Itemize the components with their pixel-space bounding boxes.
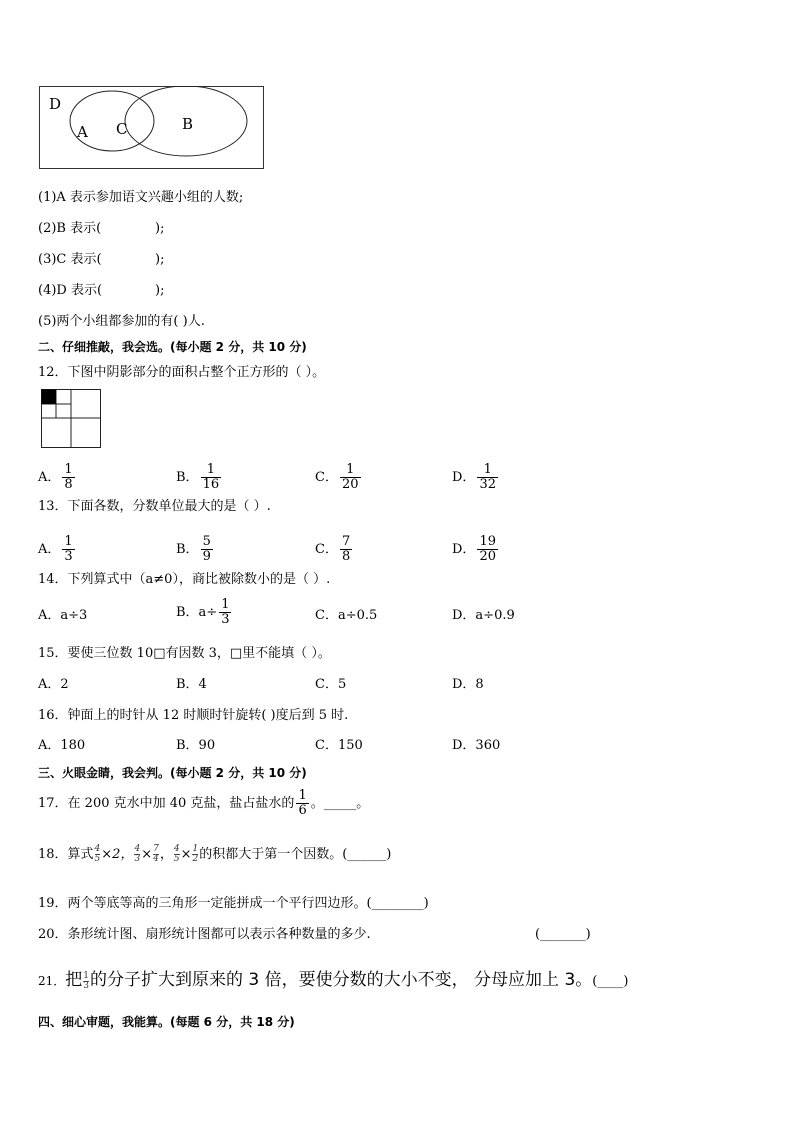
q14-option-c[interactable]: C．a÷0.5 <box>315 608 378 623</box>
q15-option-c[interactable]: C．5 <box>315 677 347 692</box>
q16-option-a[interactable]: A．180 <box>38 738 86 753</box>
q21-line <box>38 968 628 994</box>
venn-label-c: C <box>116 120 128 138</box>
venn-circle-a <box>70 91 154 151</box>
q18-fraction-2-num: 4 <box>134 844 141 854</box>
q13-option-d-den: 20 <box>479 549 496 564</box>
q18-op-2: × <box>141 847 153 862</box>
q12-option-b-label: B． <box>176 470 199 485</box>
venn-diagram-svg <box>39 86 265 171</box>
q21-text-start: 把 <box>65 970 83 990</box>
q12-option-b-fraction <box>201 463 222 492</box>
q13-option-b-den: 9 <box>202 549 211 564</box>
q18-fraction-1-num: 4 <box>94 844 101 854</box>
venn-label-a: A <box>77 123 88 141</box>
q11-part-3-close: ); <box>155 252 165 267</box>
q14-option-b-fraction <box>219 598 231 627</box>
q13-option-a[interactable] <box>38 535 77 564</box>
q18-text-start: 18．算式 <box>38 847 94 862</box>
q17-num: 1 <box>298 788 307 803</box>
q18-fraction-5-num: 1 <box>192 844 199 854</box>
q18-fraction-3-num: 7 <box>153 844 159 854</box>
q18-fraction-2 <box>134 845 140 864</box>
q12-text: 12．下图中阴影部分的面积占整个正方形的（ ）。 <box>38 365 326 380</box>
q12-option-d-num: 1 <box>483 462 492 477</box>
q12-option-d-den: 32 <box>479 477 496 492</box>
q17-fraction <box>296 789 308 818</box>
q18-separator: ， <box>159 847 173 862</box>
q19-text[interactable]: 19．两个等底等高的三角形一定能拼成一个平行四边形。(________) <box>38 896 429 911</box>
q13-option-b-label: B． <box>176 542 199 557</box>
q18-fraction-4 <box>174 845 180 864</box>
q13-option-c-label: C． <box>315 542 338 557</box>
q18-op-4: × <box>180 847 192 862</box>
q12-option-a-fraction <box>62 463 74 492</box>
q13-option-b-num: 5 <box>202 534 211 549</box>
q11-part-4-close: ); <box>155 283 165 298</box>
q11-part-3: (3)C 表示( <box>38 252 102 267</box>
q16-option-b[interactable]: B．90 <box>176 738 216 753</box>
q17-line <box>38 786 369 822</box>
q20-text: 20．条形统计图、扇形统计图都可以表示各种数量的多少. <box>38 927 371 942</box>
q12-option-d-fraction <box>477 463 498 492</box>
venn-label-d: D <box>49 95 62 113</box>
q12-option-a[interactable] <box>38 463 77 492</box>
q18-fraction-3 <box>153 845 159 864</box>
q13-option-d-label: D． <box>452 542 476 557</box>
q21-answer-blank[interactable]: (____) <box>592 974 629 989</box>
q14-option-b-num: 1 <box>221 597 230 612</box>
q13-option-c-fraction <box>340 535 352 564</box>
q21-fraction-num: 1 <box>83 971 90 981</box>
q13-option-b[interactable] <box>176 535 215 564</box>
q12-option-a-num: 1 <box>64 462 73 477</box>
q16-text: 16．钟面上的时针从 12 时顺时针旋转( )度后到 5 时. <box>38 708 349 723</box>
q21-text-end: 的分子扩大到原来的 3 倍，要使分数的大小不变， 分母应加上 3。 <box>90 970 593 990</box>
q13-text: 13．下面各数，分数单位最大的是（ ）. <box>38 499 271 514</box>
venn-frame <box>40 87 264 169</box>
q14-option-a[interactable]: A．a÷3 <box>38 608 88 623</box>
q13-option-d[interactable] <box>452 535 500 564</box>
venn-diagram <box>39 86 263 169</box>
q18-text-end[interactable]: 的积都大于第一个因数。(______) <box>199 847 392 862</box>
q18-op-1: ×2， <box>101 847 134 862</box>
q12-option-c-label: C． <box>315 470 338 485</box>
q11-part-2: (2)B 表示( <box>38 221 102 236</box>
q21-number: 21． <box>38 974 66 988</box>
q12-shaded-cell <box>42 390 57 405</box>
q12-option-c-fraction <box>340 463 361 492</box>
section-2-heading: 二、仔细推敲，我会选。(每小题 2 分，共 10 分) <box>38 340 307 354</box>
q18-fraction-5 <box>192 845 198 864</box>
q18-fraction-4-num: 4 <box>173 844 180 854</box>
q11-part-4: (4)D 表示( <box>38 283 103 298</box>
section-4-heading: 四、细心审题，我能算。(每题 6 分，共 18 分) <box>38 1015 295 1029</box>
q13-option-c-den: 8 <box>341 549 351 564</box>
q13-option-d-fraction <box>477 535 498 564</box>
q13-option-a-den: 3 <box>64 549 73 564</box>
q20-answer-blank[interactable]: (_______) <box>535 927 591 942</box>
q14-option-b-label: B．a÷ <box>176 605 218 620</box>
q12-option-c[interactable] <box>315 463 363 492</box>
q15-option-a[interactable]: A．2 <box>38 677 69 692</box>
q16-option-c[interactable]: C．150 <box>315 738 363 753</box>
q12-option-a-den: 8 <box>64 477 73 492</box>
q12-option-a-label: A． <box>38 470 61 485</box>
q12-option-b-num: 1 <box>206 462 215 477</box>
q17-den: 6 <box>298 803 307 818</box>
q18-line <box>38 840 391 870</box>
q13-option-a-fraction <box>62 535 74 564</box>
q15-option-b[interactable]: B．4 <box>176 677 207 692</box>
q11-part-1: (1)A 表示参加语文兴趣小组的人数; <box>38 190 244 205</box>
q18-fraction-2-den: 3 <box>134 854 141 864</box>
q18-fraction-1 <box>95 845 101 864</box>
q13-option-c-num: 7 <box>341 534 351 549</box>
q18-fraction-5-den: 2 <box>192 854 199 864</box>
q14-option-d[interactable]: D．a÷0.9 <box>452 608 515 623</box>
q18-fraction-4-den: 5 <box>173 854 180 864</box>
q12-option-b-den: 16 <box>202 477 220 492</box>
q12-option-c-den: 20 <box>341 477 359 492</box>
section-3-heading: 三、火眼金睛，我会判。(每小题 2 分，共 10 分) <box>38 766 307 780</box>
q18-fraction-3-den: 4 <box>153 854 159 864</box>
q14-text: 14．下列算式中（a≠0），商比被除数小的是（ ）. <box>38 572 331 587</box>
q21-fraction <box>83 972 89 991</box>
q15-option-d[interactable]: D．8 <box>452 677 484 692</box>
q21-fraction-den: 3 <box>83 981 90 991</box>
q13-option-a-label: A． <box>38 542 61 557</box>
venn-label-b: B <box>182 115 194 133</box>
q18-fraction-1-den: 5 <box>94 854 101 864</box>
q14-option-b-den: 3 <box>221 612 230 627</box>
q12-option-b[interactable] <box>176 463 223 492</box>
q12-square-grid <box>41 389 102 449</box>
q12-figure <box>41 389 102 453</box>
q12-option-d[interactable] <box>452 463 500 492</box>
q16-option-d[interactable]: D．360 <box>452 738 501 753</box>
q12-option-c-num: 1 <box>346 462 355 477</box>
q17-text: 17．在 200 克水中加 40 克盐，盐占盐水的 <box>38 796 295 811</box>
q13-option-a-num: 1 <box>64 534 73 549</box>
q13-option-d-num: 19 <box>479 534 496 549</box>
q11-part-2-close: ); <box>155 221 165 236</box>
q12-option-d-label: D． <box>452 470 476 485</box>
q17-answer-blank[interactable]: 。_____。 <box>310 796 370 811</box>
q11-part-5: (5)两个小组都参加的有( )人. <box>38 314 205 329</box>
q13-option-c[interactable] <box>315 535 354 564</box>
q14-option-b[interactable] <box>176 598 233 627</box>
q13-option-b-fraction <box>201 535 213 564</box>
q15-text: 15．要使三位数 10□有因数 3，□里不能填（ ）。 <box>38 646 331 661</box>
